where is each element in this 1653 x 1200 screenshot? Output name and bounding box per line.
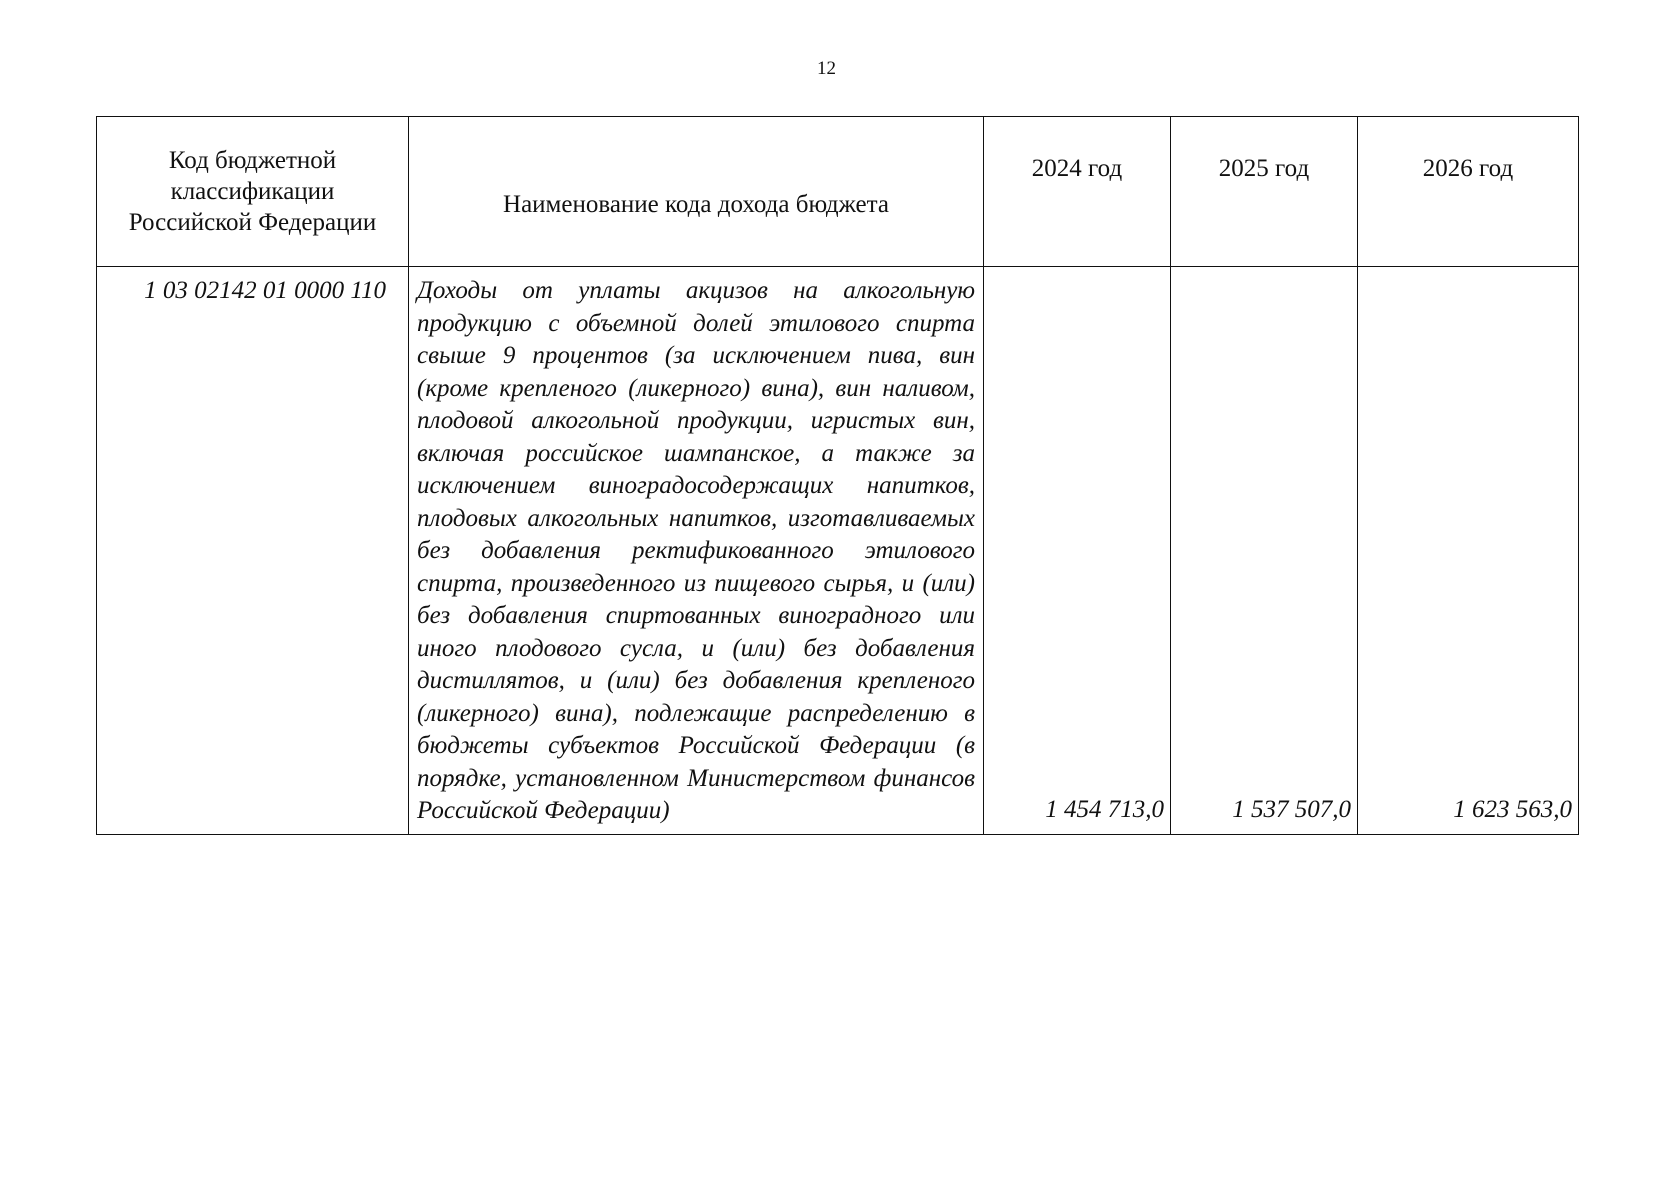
row-value-2026: 1 623 563,0 [1358,267,1579,835]
row-code: 1 03 02142 01 0000 110 [97,267,409,835]
budget-revenue-table [96,116,1579,835]
header-code-label: Код бюджетной классификации Российской Федерации [128,147,377,236]
header-name: Наименование кода дохода бюджета [409,117,984,267]
row-value-2025: 1 537 507,0 [1171,267,1358,835]
row-value-2024: 1 454 713,0 [984,267,1171,835]
row-name: Доходы от уплаты акцизов на алкогольную продукцию с объемной долей этилового спирта свыше 9 процентов (за исключением пива, вин (кроме крепленого (ликерного) вина), вин наливом, плодовой алкогольной продукции, игристых вин, включая российское шампанское, а также за исключением виноградосодержащих напитков, плодовых алкогольных напитков, изготавливаемых без добавления ректификованного этилового спирта, произведенного из пищевого сырья, и (или) без добавления спиртованных виноградного или иного плодового сусла, и (или) без добавления дистиллятов, и (или) без добавления крепленого (ликерного) вина), подлежащие распределению в бюджеты субъектов Российской Федерации (в порядке, установленном Министерством финансов Российской Федерации) [409,267,984,835]
header-year-2024: 2024 год [984,117,1171,267]
table-row [97,267,1579,835]
header-year-2026: 2026 год [1358,117,1579,267]
table-header-row [97,117,1579,267]
header-year-2025: 2025 год [1171,117,1358,267]
header-code [97,117,409,267]
page-number: 12 [817,58,836,79]
